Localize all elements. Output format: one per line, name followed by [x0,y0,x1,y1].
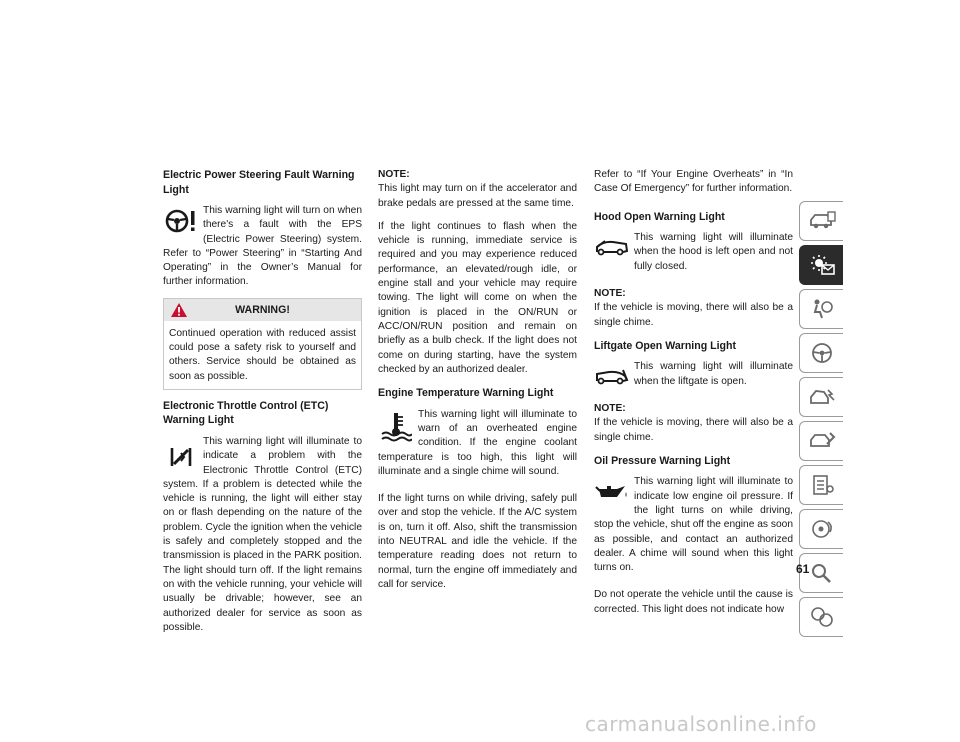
temp-text-2: If the light turns on while driving, safely pull over and stop the vehicle. If the A/C system is on, turn it off. Also, shift the transmission into NEUTRAL and idle the vehicle. If the temperature reading does not return to normal, turn the engine off immediately and call for service. [378,493,577,590]
oil-can-icon [594,477,630,507]
oil-block [594,475,793,584]
hood-heading: Hood Open Warning Light [594,210,725,223]
temp-heading: Engine Temperature Warning Light [378,387,554,400]
liftgate-note-block [594,402,793,445]
oil-text-2: Do not operate the vehicle until the cause is corrected. This light does not indicate how [594,589,793,615]
page-number: 61 [796,562,810,576]
hood-note-text: If the vehicle is moving, there will also be a single chime. [594,302,793,328]
warning-header [164,299,361,321]
car-service-icon [808,430,836,452]
flash-text: If the light continues to flash when the vehicle is running, immediate service is required and you may experience reduced performance, an elevated/rough idle, or engine stall and your vehicle may require towing. The light will come on when the ignition is placed in the ON/RUN or ACC/ON/RUN position and remain on briefly as a bulb check. If the light does not come on during starting, have the system checked by an authorized dealer. [378,220,577,375]
car-crash-icon [808,386,836,408]
steering-fault-icon [163,206,199,236]
refer-text: Refer to “If Your Engine Overheats” in “In Case Of Emergency” for further information. [594,169,793,195]
tab-servicing[interactable] [799,421,843,461]
tab-dashboard-warnings[interactable] [799,245,843,285]
watermark: carmanualsonline.info [585,712,817,736]
warning-box [163,298,362,390]
liftgate-block [594,360,793,398]
dashboard-warning-icon [808,254,836,276]
airbag-safety-icon [808,298,836,320]
oil-text: This warning light will illuminate to indicate low engine oil pressure. If the light turns on while driving, stop the vehicle, shut off the engine as soon as possible, and contact an authorized dealer. A chime will sound when this light turns on. [594,476,793,574]
etc-heading: Electronic Throttle Control (ETC) Warning Light [163,399,329,427]
tab-multimedia[interactable] [799,509,843,549]
column-2 [378,168,577,601]
specifications-list-icon [808,474,836,496]
multimedia-icon [808,518,836,540]
eps-block [163,204,362,290]
liftgate-heading: Liftgate Open Warning Light [594,339,737,352]
column-1 [163,168,362,648]
tab-safety[interactable] [799,289,843,329]
note-block [378,168,577,211]
hood-text: This warning light will illuminate when the hood is left open and not fully closed. [634,232,793,272]
temp-block [378,408,577,488]
etc-text: This warning light will illuminate to indicate a problem with the Electronic Throttle Control (ETC) system. If a problem is detected while the vehicle is running, the light will either stay on or flash depending on the nature of the problem. Cycle the ignition when the vehicle is safely and completely stopped and the transmission is placed in the PARK position. The light should turn off. If the light remains on with the vehicle running, your vehicle will usually be drivable; however, see an authorized dealer for service as soon as possible. [163,435,362,633]
eps-text: This warning light will turn on when there's a fault with the EPS (Electric Power Steering) system. Refer to “Power Steering” in “Starting And Operating” in the Owner’s Manual for further information. [163,205,362,288]
liftgate-note-label: NOTE: [594,402,626,414]
liftgate-note-text: If the vehicle is moving, there will also be a single chime. [594,417,793,443]
tab-emergency[interactable] [799,377,843,417]
warning-triangle-icon [170,302,188,326]
eps-heading: Electric Power Steering Fault Warning Light [163,169,355,196]
warning-title: WARNING! [235,303,290,316]
column-3 [594,168,793,626]
liftgate-text: This warning light will illuminate when the liftgate is open. [634,361,793,387]
hood-open-icon [594,233,630,263]
coolant-temperature-icon [378,410,414,444]
note-text: This light may turn on if the accelerator and brake pedals are pressed at the same time. [378,183,577,209]
steering-wheel-icon [808,342,836,364]
note-label: NOTE: [378,169,410,180]
temp-text: This warning light will illuminate to warn of an overheated engine condition. If the engine coolant temperature is too high, this light will illuminate and a single chime will sound. [378,408,577,477]
hood-note-label: NOTE: [594,287,626,299]
hood-note-block [594,287,793,330]
oil-heading: Oil Pressure Warning Light [594,454,731,467]
etc-block [163,435,362,644]
hood-block [594,231,793,283]
tab-car-info[interactable] [799,201,843,241]
throttle-control-icon [163,437,199,477]
car-info-icon [808,210,836,232]
warning-text: Continued operation with reduced assist could pose a safety risk to yourself and others. Service should be obtained as soon as possible. [169,327,356,382]
tab-starting-operating[interactable] [799,333,843,373]
index-search-icon [808,562,836,584]
tab-languages[interactable] [799,597,843,637]
language-icon [808,606,836,628]
tab-specifications[interactable] [799,465,843,505]
liftgate-open-icon [594,362,630,392]
